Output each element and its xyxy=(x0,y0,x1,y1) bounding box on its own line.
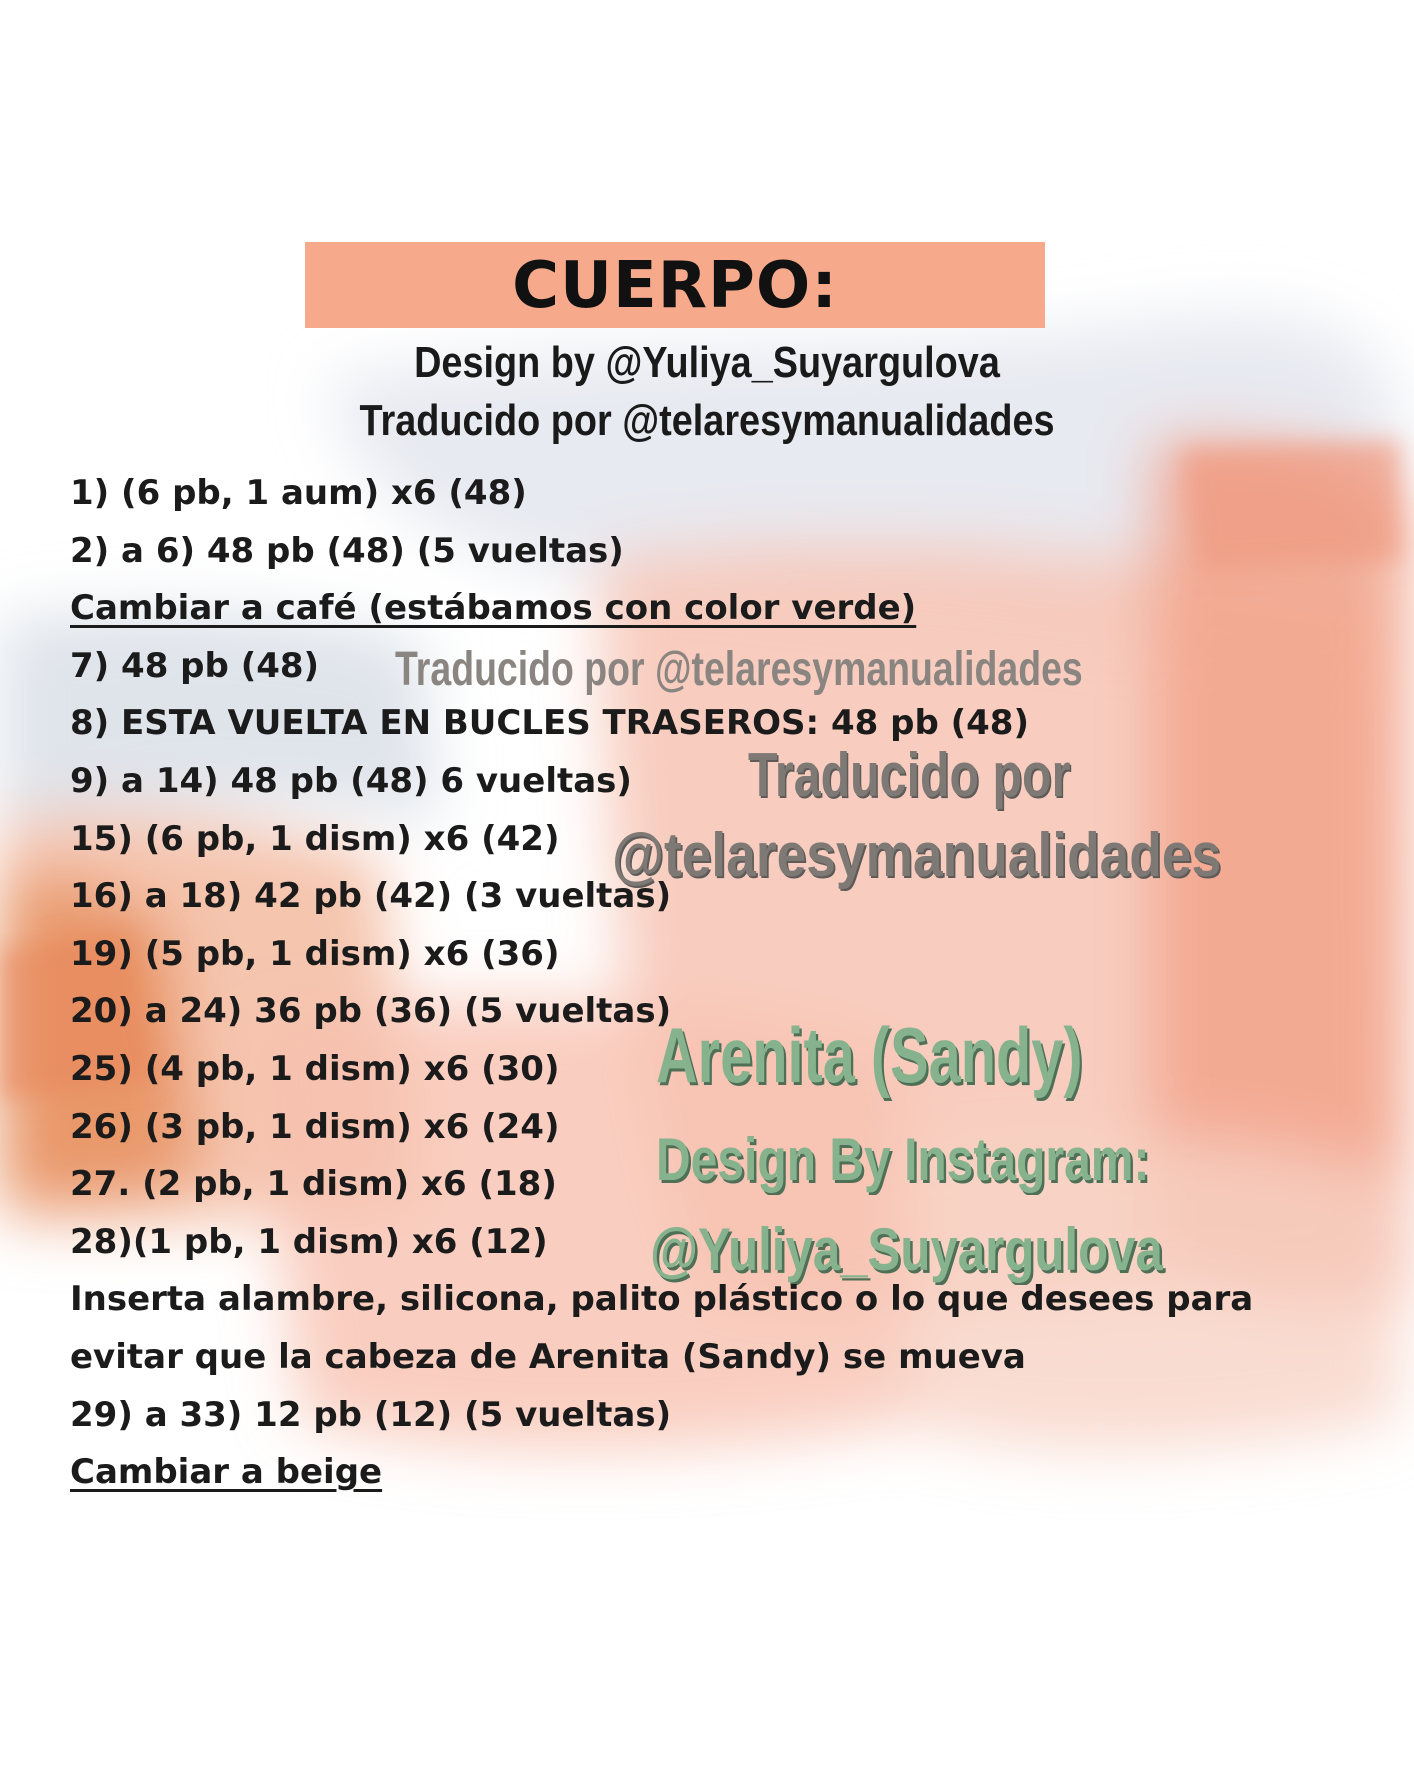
watermark-designer-handle: @Yuliya_Suyargulova xyxy=(650,1216,1163,1283)
pattern-row: 19) (5 pb, 1 dism) x6 (36) xyxy=(70,933,560,974)
color-change-note: Cambiar a beige xyxy=(70,1452,383,1493)
pattern-row: 1) (6 pb, 1 aum) x6 (48) xyxy=(70,473,527,513)
color-change-note: Cambiar a café (estábamos con color verde) xyxy=(70,588,917,629)
pattern-row: 20) a 24) 36 pb (36) (5 vueltas) xyxy=(70,991,672,1032)
translation-credit: Traducido por @telaresymanualidades xyxy=(359,396,1055,445)
pattern-row: 2) a 6) 48 pb (48) (5 vueltas) xyxy=(70,530,624,571)
pattern-row: 26) (3 pb, 1 dism) x6 (24) xyxy=(70,1106,560,1147)
pattern-note: Inserta alambre, silicona, palito plástico o lo que desees para xyxy=(70,1279,1254,1320)
pattern-row: 15) (6 pb, 1 dism) x6 (42) xyxy=(70,818,560,859)
design-credit: Design by @Yuliya_Suyargulova xyxy=(414,338,1000,387)
watermark-translation-credit: Traducido por @telaresymanualidades xyxy=(395,643,1083,696)
pattern-row: 25) (4 pb, 1 dism) x6 (30) xyxy=(70,1048,560,1089)
pattern-note: evitar que la cabeza de Arenita (Sandy) se mueva xyxy=(70,1336,1026,1377)
pattern-row: 7) 48 pb (48) xyxy=(70,645,320,686)
watermark-translator-handle: @telaresymanualidades xyxy=(612,821,1222,890)
watermark-translated-by: Traducido por xyxy=(748,741,1071,810)
pattern-instructions xyxy=(70,465,1370,1502)
pattern-row: 29) a 33) 12 pb (12) (5 vueltas) xyxy=(70,1394,672,1435)
watermark-design-by: Design By Instagram: xyxy=(656,1126,1150,1193)
pattern-row: 27. (2 pb, 1 dism) x6 (18) xyxy=(70,1164,557,1205)
page-title: CUERPO: xyxy=(512,249,838,323)
pattern-row: 16) a 18) 42 pb (42) (3 vueltas) xyxy=(70,876,672,917)
pattern-row: 8) ESTA VUELTA EN BUCLES TRASEROS: 48 pb (48) xyxy=(70,703,1030,744)
pattern-row: 28)(1 pb, 1 dism) x6 (12) xyxy=(70,1221,548,1262)
pattern-row: 9) a 14) 48 pb (48) 6 vueltas) xyxy=(70,760,632,801)
watermark-character-name: Arenita (Sandy) xyxy=(656,1011,1083,1099)
